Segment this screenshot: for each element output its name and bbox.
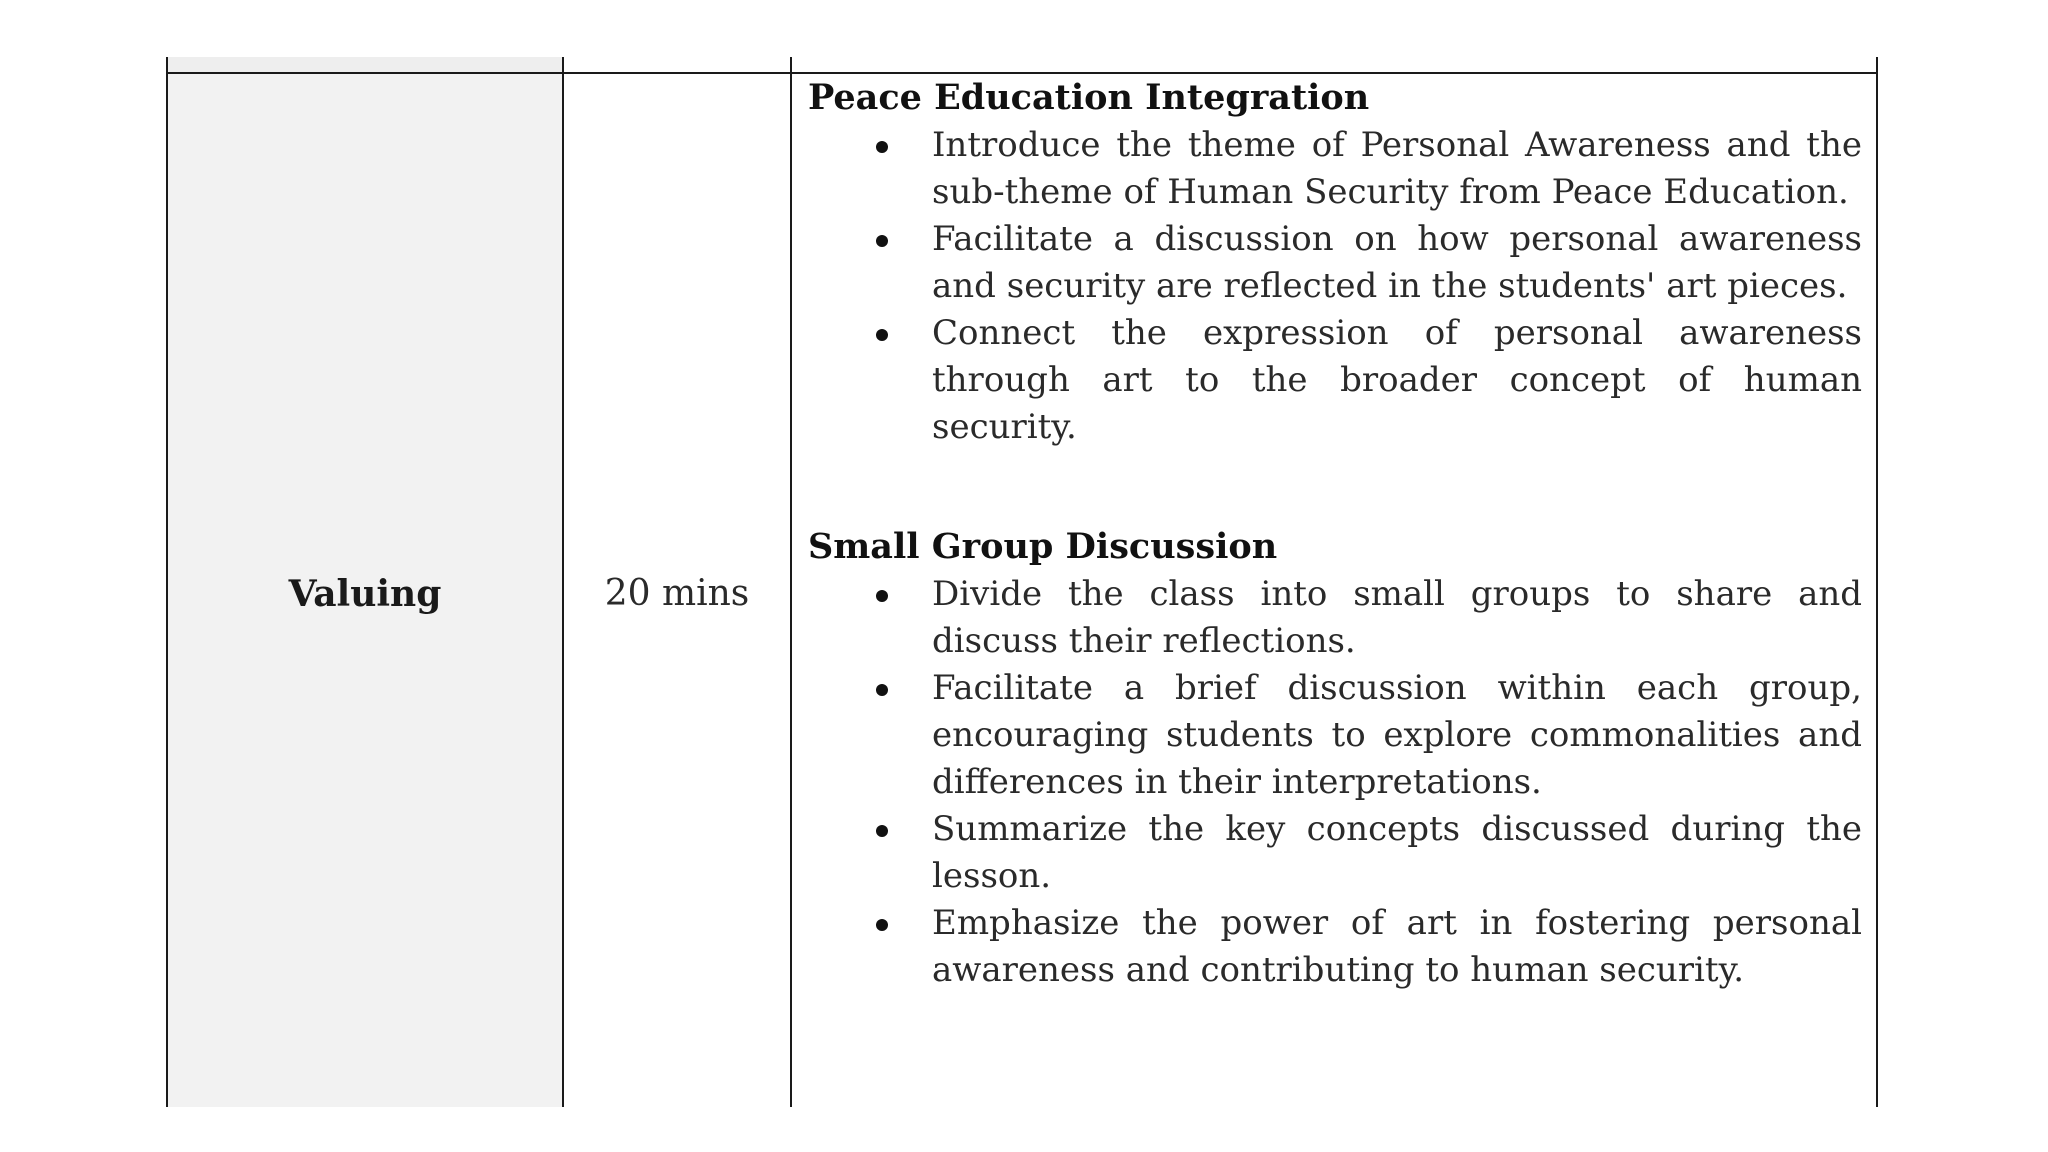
bullet-icon [876, 684, 888, 696]
bullet-icon [876, 141, 888, 153]
list-item-text: Introduce the theme of Personal Awareness and the sub-theme of Human Security from Peace Education. [932, 125, 1862, 212]
bullet-icon [876, 235, 888, 247]
bullet-icon [876, 590, 888, 602]
bullet-icon [876, 825, 888, 837]
list-item-text: Connect the expression of personal awareness through art to the broader concept of human security. [932, 313, 1862, 447]
bullet-list [808, 571, 1862, 994]
list-item-text: Facilitate a brief discussion within each group, encouraging students to explore commonalities and differences in their interpretations. [932, 668, 1862, 802]
table-right-border [1876, 57, 1878, 1107]
list-item [808, 310, 1862, 451]
phase-label: Valuing [288, 573, 442, 615]
list-item [808, 122, 1862, 216]
section-peace-education [808, 74, 1862, 451]
activities-cell [808, 74, 1862, 994]
list-item-text: Summarize the key concepts discussed during the lesson. [932, 809, 1862, 896]
list-item [808, 216, 1862, 310]
list-item [808, 665, 1862, 806]
bullet-icon [876, 919, 888, 931]
bullet-list [808, 122, 1862, 451]
column-divider-duration-activities [790, 57, 792, 1107]
list-item [808, 806, 1862, 900]
section-title: Small Group Discussion [808, 526, 1278, 567]
bullet-icon [876, 329, 888, 341]
duration-label: 20 mins [604, 573, 750, 614]
section-spacer [808, 451, 1862, 523]
list-item [808, 571, 1862, 665]
section-small-group-discussion [808, 523, 1862, 994]
list-item [808, 900, 1862, 994]
list-item-text: Emphasize the power of art in fostering personal awareness and contributing to human security. [932, 903, 1862, 990]
list-item-text: Facilitate a discussion on how personal awareness and security are reflected in the students' art pieces. [932, 219, 1862, 306]
list-item-text: Divide the class into small groups to share and discuss their reflections. [932, 574, 1862, 661]
previous-row-phase-cell [168, 57, 562, 73]
section-title: Peace Education Integration [808, 77, 1370, 118]
